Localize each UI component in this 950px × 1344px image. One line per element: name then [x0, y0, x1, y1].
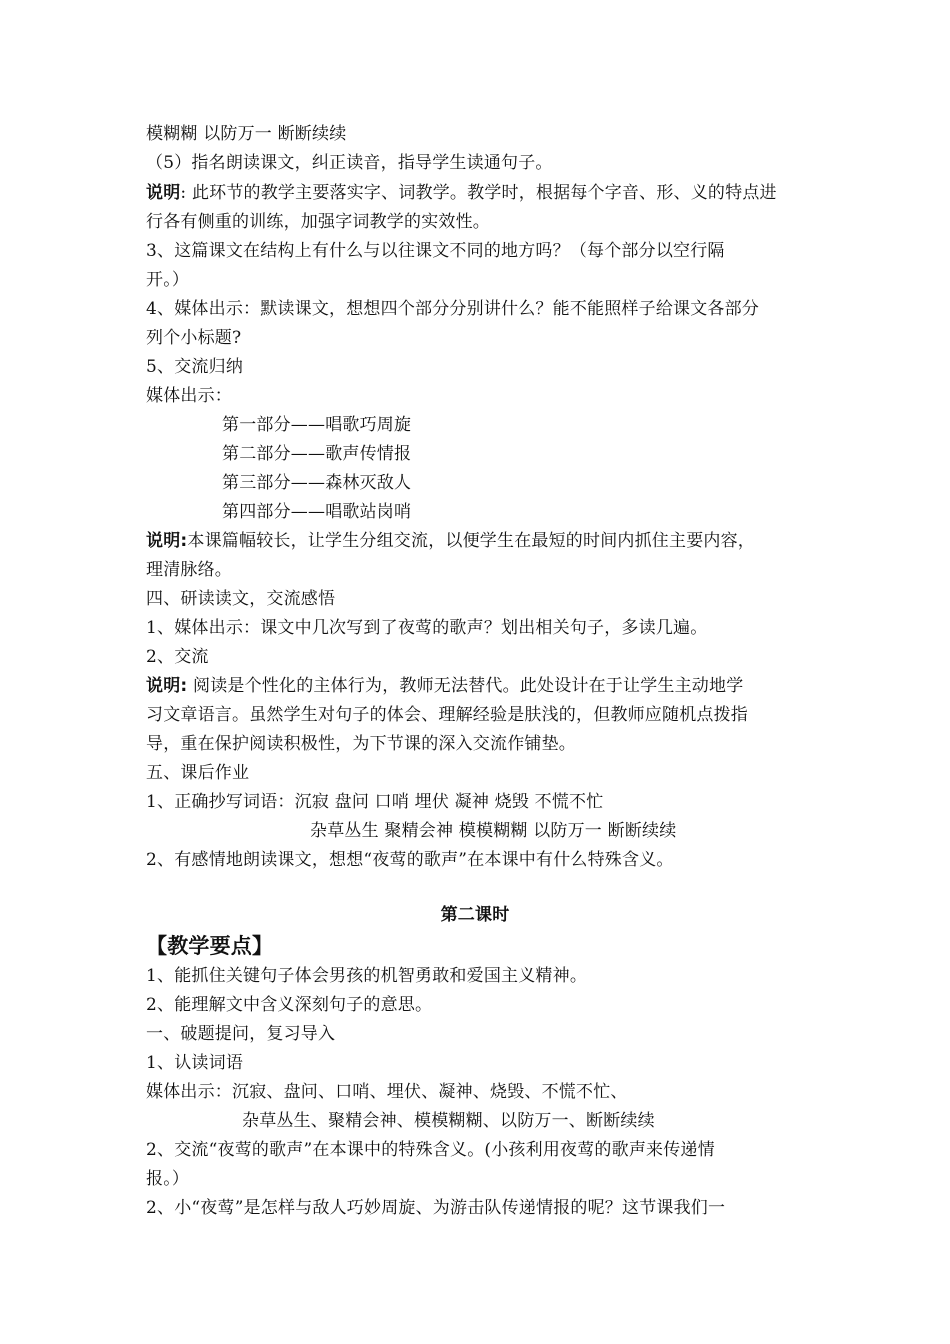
text-line: 3、这篇课文在结构上有什么与以往课文不同的地方吗？（每个部分以空行隔 — [146, 241, 725, 261]
text-line: 2、交流“夜莺的歌声”在本课中的特殊含义。(小孩利用夜莺的歌声来传递情 — [146, 1140, 715, 1160]
lesson-title: 第二课时 — [440, 905, 510, 925]
note-label: 说明: — [146, 531, 188, 551]
text-line: 开。） — [146, 270, 190, 290]
note-label: 说明 — [146, 183, 181, 203]
note-line — [146, 182, 777, 204]
section-heading: 五、课后作业 — [146, 763, 250, 783]
text-line: 4、媒体出示：默读课文，想想四个部分分别讲什么？能不能照样子给课文各部分 — [146, 299, 760, 319]
text-line: 媒体出示：沉寂、盘问、口哨、埋伏、凝神、烧毁、不慌不忙、 — [146, 1082, 628, 1102]
section-heading: 四、研读读文，交流感悟 — [146, 589, 336, 609]
text-line: 2、交流 — [146, 647, 209, 667]
text-line: 1、正确抄写词语：沉寂 盘问 口哨 埋伏 凝神 烧毁 不慌不忙 — [146, 792, 604, 812]
note-line — [146, 675, 743, 697]
text-line: 1、认读词语 — [146, 1053, 244, 1073]
outline-item: 第四部分——唱歌站岗哨 — [222, 502, 412, 522]
text-line: 模糊糊 以防万一 断断续续 — [146, 124, 347, 144]
teaching-points-heading: 【教学要点】 — [146, 934, 274, 958]
text-line: 导，重在保护阅读积极性，为下节课的深入交流作铺垫。 — [146, 734, 576, 754]
note-text: : 此环节的教学主要落实字、词教学。教学时，根据每个字音、形、义的特点进 — [180, 183, 777, 203]
text-line: 杂草丛生、聚精会神、模模糊糊、以防万一、断断续续 — [242, 1111, 655, 1131]
outline-item: 第二部分——歌声传情报 — [222, 444, 412, 464]
text-line: 杂草丛生 聚精会神 模模糊糊 以防万一 断断续续 — [310, 821, 677, 841]
text-line: 1、媒体出示：课文中几次写到了夜莺的歌声？划出相关句子，多读几遍。 — [146, 618, 708, 638]
note-line — [146, 530, 755, 552]
text-line: 2、有感情地朗读课文，想想“夜莺的歌声”在本课中有什么特殊含义。 — [146, 850, 674, 870]
outline-item: 第三部分——森林灭敌人 — [222, 473, 412, 493]
text-line: 习文章语言。虽然学生对句子的体会、理解经验是肤浅的，但教师应随机点拨指 — [146, 705, 748, 725]
note-text: 本课篇幅较长，让学生分组交流，以便学生在最短的时间内抓住主要内容， — [187, 531, 756, 551]
note-text: 阅读是个性化的主体行为，教师无法替代。此处设计在于让学生主动地学 — [187, 676, 744, 696]
text-line: 2、能理解文中含义深刻句子的意思。 — [146, 995, 433, 1015]
text-line: 5、交流归纳 — [146, 357, 244, 377]
text-line: 行各有侧重的训练，加强字词教学的实效性。 — [146, 212, 490, 232]
outline-item: 第一部分——唱歌巧周旋 — [222, 415, 412, 435]
note-label: 说明: — [146, 676, 188, 696]
section-heading: 一、破题提问，复习导入 — [146, 1024, 336, 1044]
text-line: 列个小标题? — [146, 328, 242, 348]
text-line: 2、小“夜莺”是怎样与敌人巧妙周旋、为游击队传递情报的呢？这节课我们一 — [146, 1198, 726, 1218]
text-line: 报。） — [146, 1169, 190, 1189]
text-line: 理清脉络。 — [146, 560, 232, 580]
text-line: 1、能抓住关键句子体会男孩的机智勇敢和爱国主义精神。 — [146, 966, 588, 986]
text-line: （5）指名朗读课文，纠正读音，指导学生读通句子。 — [146, 153, 553, 173]
text-line: 媒体出示： — [146, 386, 232, 406]
